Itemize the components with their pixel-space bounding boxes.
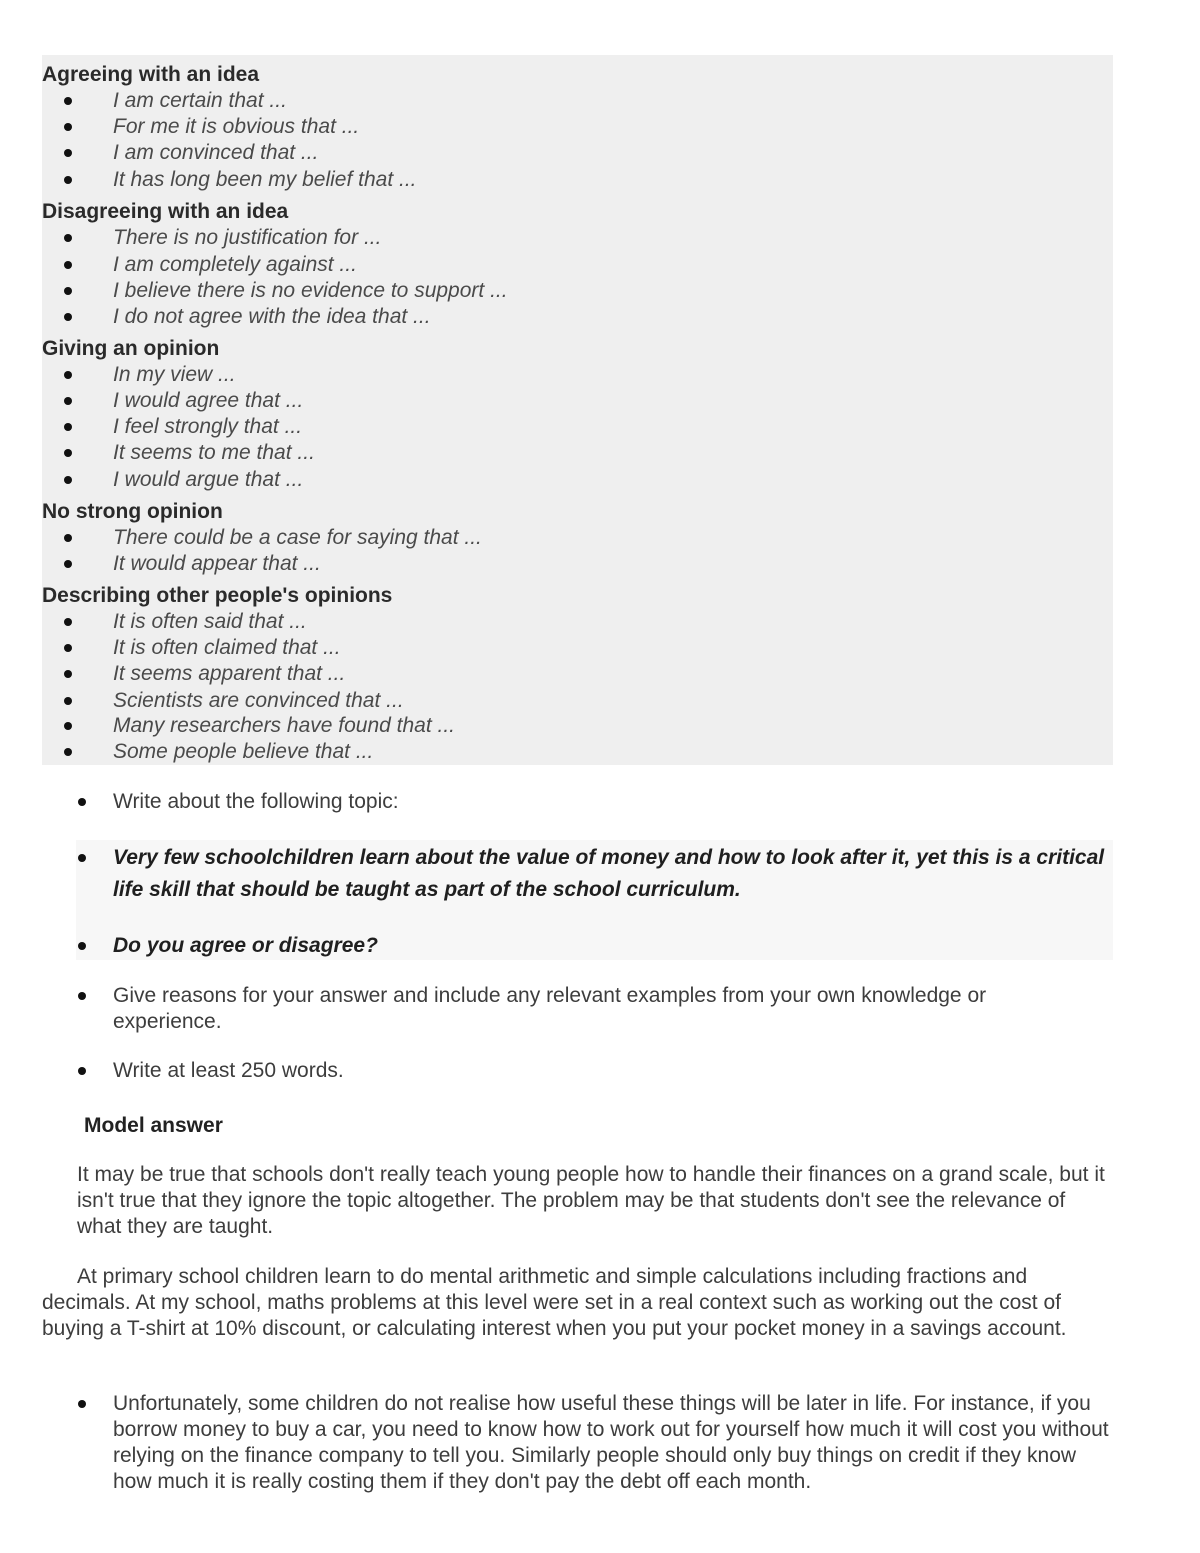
phrase-item: Some people believe that ...	[113, 740, 374, 763]
phrase-item: I feel strongly that ...	[113, 415, 303, 438]
task-statement: Very few schoolchildren learn about the value of money and how to look after it, yet this is a critical life skill that should be taught as part of the school curriculum.	[113, 846, 1105, 901]
phrase-item: It seems apparent that ...	[113, 662, 346, 685]
task-intro: Write about the following topic:	[113, 790, 399, 813]
phrase-item: I believe there is no evidence to support ...	[113, 279, 508, 302]
section-title: Giving an opinion	[42, 337, 220, 360]
bullet-icon	[78, 798, 86, 806]
bullet-icon	[78, 854, 86, 862]
task-reasons: Give reasons for your answer and include any relevant examples from your own knowledge or experience.	[113, 984, 987, 1033]
phrase-item: Scientists are convinced that ...	[113, 689, 404, 712]
bullet-icon	[64, 560, 72, 568]
bullet-icon	[64, 261, 72, 269]
bullet-icon	[64, 97, 72, 105]
phrase-item: I am certain that ...	[113, 89, 287, 112]
task-length: Write at least 250 words.	[113, 1059, 344, 1082]
bullet-icon	[78, 942, 86, 950]
model-paragraph-1: It may be true that schools don't really teach young people how to handle their finances on a grand scale, but it isn't true that they ignore the topic altogether. The problem may be that students don't see the relevance of what they are taught.	[77, 1163, 1105, 1238]
section-title: Describing other people's opinions	[42, 584, 393, 607]
section-title: Disagreeing with an idea	[42, 200, 289, 223]
bullet-icon	[64, 423, 72, 431]
bullet-icon	[64, 397, 72, 405]
phrase-item: There is no justification for ...	[113, 226, 382, 249]
model-paragraph-3: Unfortunately, some children do not realise how useful these things will be later in life. For instance, if you borrow money to buy a car, you need to know how to work out for yourself how much it will cost you without relying on the finance company to tell you. Similarly people should only buy things on credit if they know how much it is really costing them if they don't pay the debt off each month.	[113, 1392, 1109, 1493]
phrase-item: It has long been my belief that ...	[113, 168, 417, 191]
phrase-item: I am completely against ...	[113, 253, 357, 276]
phrase-item: I would agree that ...	[113, 389, 304, 412]
phrase-item: It would appear that ...	[113, 552, 321, 575]
phrase-item: It is often claimed that ...	[113, 636, 341, 659]
phrase-item: There could be a case for saying that ...	[113, 526, 482, 549]
bullet-icon	[64, 618, 72, 626]
phrase-item: Many researchers have found that ...	[113, 714, 456, 737]
phrase-item: I am convinced that ...	[113, 141, 319, 164]
bullet-icon	[64, 722, 72, 730]
bullet-icon	[64, 534, 72, 542]
phrase-item: I do not agree with the idea that ...	[113, 305, 431, 328]
bullet-icon	[64, 697, 72, 705]
bullet-icon	[78, 1400, 86, 1408]
phrase-item: For me it is obvious that ...	[113, 115, 360, 138]
bullet-icon	[64, 449, 72, 457]
phrase-item: In my view ...	[113, 363, 236, 386]
bullet-icon	[64, 176, 72, 184]
phrase-item: It is often said that ...	[113, 610, 307, 633]
bullet-icon	[78, 1067, 86, 1075]
bullet-icon	[64, 234, 72, 242]
bullet-icon	[64, 287, 72, 295]
model-answer-title: Model answer	[84, 1114, 223, 1137]
bullet-icon	[64, 748, 72, 756]
bullet-icon	[64, 123, 72, 131]
task-question: Do you agree or disagree?	[113, 934, 378, 957]
bullet-icon	[64, 313, 72, 321]
bullet-icon	[64, 476, 72, 484]
bullet-icon	[78, 992, 86, 1000]
section-title: No strong opinion	[42, 500, 223, 523]
model-paragraph-2: At primary school children learn to do mental arithmetic and simple calculations including fractions and decimals. At my school, maths problems at this level were set in a real context such as working out the cost of buying a T-shirt at 10% discount, or calculating interest when you put your pocket money in a savings account.	[42, 1265, 1067, 1340]
phrase-item: I would argue that ...	[113, 468, 304, 491]
bullet-icon	[64, 644, 72, 652]
bullet-icon	[64, 149, 72, 157]
section-title: Agreeing with an idea	[42, 63, 260, 86]
phrase-item: It seems to me that ...	[113, 441, 315, 464]
bullet-icon	[64, 371, 72, 379]
bullet-icon	[64, 670, 72, 678]
